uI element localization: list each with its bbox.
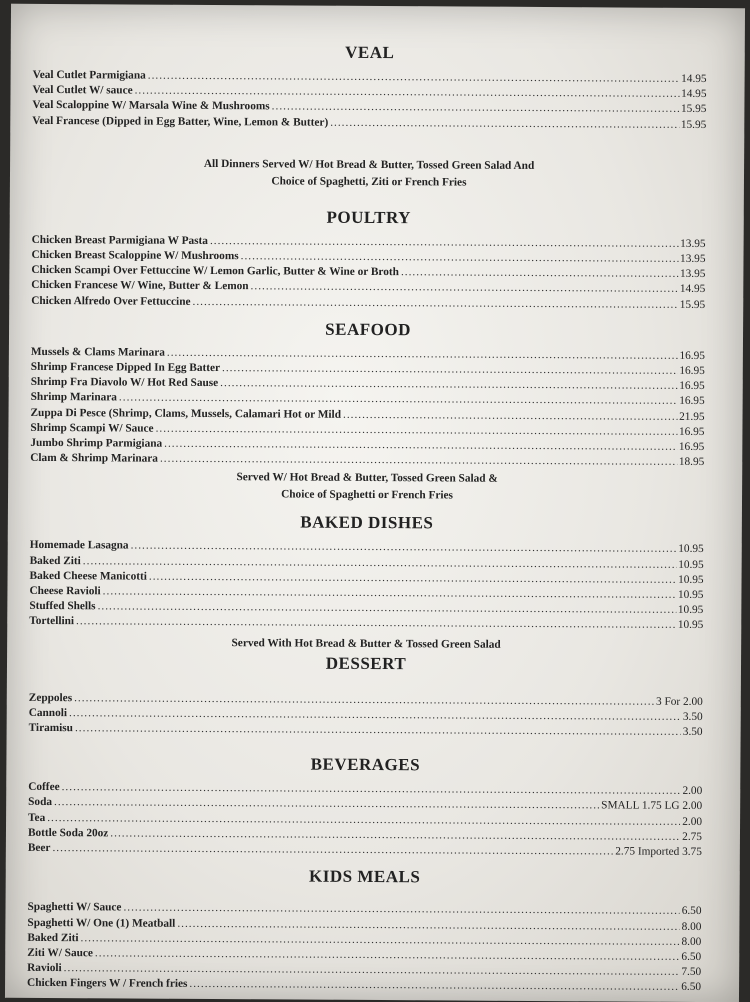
menu-item-price: 16.95 [679,380,705,393]
menu-item-price: 3.50 [682,710,703,723]
menu-item [27,976,701,995]
menu-item-name: Jumbo Shrimp Parmigiana [30,436,163,450]
menu-item-name: Ziti W/ Sauce [27,946,93,960]
menu-item [29,614,703,633]
menu-item-name: Chicken Francese W/ Wine, Butter & Lemon [31,279,249,293]
menu-item-name: Cannoli [28,706,68,719]
menu-item-name: Chicken Breast Parmigiana W Pasta [31,233,208,247]
menu-item-price: 14.95 [679,283,706,296]
menu-item-price: 10.95 [677,588,704,602]
dinner-note [32,155,706,193]
menu-item-price: 14.95 [681,88,707,101]
seafood-note [30,468,704,506]
menu-item-name: Zuppa Di Pesce (Shrimp, Clams, Mussels, Calamari Hot or Mild [30,406,342,421]
menu-item-name: Shrimp Francese Dipped In Egg Batter [30,360,221,375]
menu-item-name: Chicken Breast Scaloppine W/ Mushrooms [31,248,239,263]
section-title-beverages: BEVERAGES [310,754,421,775]
section-title-dessert: DESSERT [325,653,407,673]
menu-item-name: Baked Ziti [27,931,79,944]
menu-item-price: 10.95 [678,543,704,556]
dot-leader [192,295,677,313]
menu-item-price: 10.95 [677,604,704,617]
menu-item-price: 21.95 [679,410,705,423]
menu-item-name: Veal Cutlet Parmigiana [32,68,146,82]
menu-item-price: 15.95 [680,118,707,131]
menu-item-name: Tiramisu [28,721,74,735]
menu-item-price: 3.50 [682,725,703,739]
menu-item-price: 6.50 [681,950,702,963]
item-list-baked-dishes [29,538,704,633]
menu-item-price: 6.50 [681,981,702,994]
menu-item-price: 2.75 Imported 3.75 [615,845,702,859]
dinner-note-line-2: Choice of Spaghetti, Ziti or French Fries [271,175,467,189]
menu-item-name: Ravioli [27,961,62,975]
menu-item-price: 8.00 [681,920,702,933]
menu-item-name: Shrimp Marinara [30,391,117,404]
menu-item-price: 16.95 [678,440,705,454]
dot-leader [52,841,613,860]
item-list-beverages [28,780,702,860]
menu-item-name: Stuffed Shells [29,600,96,613]
menu-item-price: 15.95 [680,103,707,116]
menu-item-name: Veal Scaloppine W/ Marsala Wine & Mushrooms [32,99,270,113]
menu-item [30,451,704,470]
dot-leader [330,115,679,132]
item-list-poultry [31,233,705,313]
section-baked-dishes [29,510,704,654]
dinner-note-line-1: All Dinners Served W/ Hot Bread & Butter, Tossed Green Salad And [203,157,535,172]
menu-item-price: 10.95 [678,573,704,586]
baked-note: Served With Hot Bread & Butter & Tossed Green Salad [231,636,501,651]
menu-item-price: 2.00 [682,785,703,798]
menu-item-price: 16.95 [679,364,705,378]
menu-item-name: Mussels & Clams Marinara [30,345,165,359]
menu-item-name: Bottle Soda 20oz [27,826,109,840]
menu-item-name: Beer [27,841,51,855]
menu-item-name: Baked Cheese Manicotti [29,569,147,583]
menu-item-name: Spaghetti W/ One (1) Meatball [27,916,176,930]
menu-item-price: 16.95 [678,425,705,438]
menu-item-price: 16.95 [679,395,705,408]
menu-content [27,38,707,996]
menu-item [28,841,702,860]
menu-item-name: Chicken Alfredo Over Fettuccine [31,294,191,308]
menu-item-name: Baked Ziti [29,554,81,567]
section-dessert [29,651,704,741]
menu-item-price: 10.95 [678,558,704,571]
menu-item-price: 2.75 [682,830,703,843]
menu-item-price: 6.50 [681,905,702,918]
section-beverages [28,752,703,860]
menu-item-price: 15.95 [679,298,706,311]
menu-item-name: Homemade Lasagna [29,539,129,552]
menu-item-price: 10.95 [677,619,704,632]
section-title-kids-meals: KIDS MEALS [309,866,421,887]
menu-item-price: 16.95 [679,349,705,362]
section-title-seafood: SEAFOOD [325,319,411,340]
section-seafood [30,317,705,507]
seafood-note-line-2: Choice of Spaghetti or French Fries [281,488,454,502]
menu-item-name: Shrimp Scampi W/ Sauce [30,421,154,435]
item-list-seafood [30,345,705,471]
item-list-veal [32,68,706,133]
menu-item [29,721,703,740]
menu-item-price: 3 For 2.00 [655,695,703,708]
dot-leader [75,721,681,740]
menu-item-name: Soda [28,796,53,809]
menu-item-price: 7.50 [681,965,702,979]
dot-leader [76,615,676,634]
menu-item-name: Chicken Fingers W / French fries [27,977,188,991]
menu-item-price: 13.95 [679,268,706,281]
menu-item-name: Zeppoles [28,691,73,704]
menu-item-name: Tortellini [29,615,75,628]
menu-item-name: Coffee [28,781,60,794]
menu-item-name: Veal Francese (Dipped in Egg Batter, Wine, Lemon & Butter) [32,114,329,129]
section-veal [32,40,707,133]
section-kids-meals [27,864,702,995]
menu-item-price: 2.00 [682,815,703,828]
menu-item-price: 13.95 [680,237,706,250]
seafood-note-line-1: Served W/ Hot Bread & Butter, Tossed Green Salad & [236,471,498,486]
section-title-baked-dishes: BAKED DISHES [300,512,434,533]
menu-page [5,4,745,1002]
section-title-veal: VEAL [345,42,395,63]
menu-item-price: 8.00 [681,935,702,948]
menu-item-name: Veal Cutlet W/ sauce [32,84,133,97]
section-poultry [31,205,706,313]
item-list-dessert [29,691,703,741]
dot-leader [401,265,678,282]
menu-item-name: Spaghetti W/ Sauce [27,901,122,914]
menu-item-price: SMALL 1.75 LG 2.00 [601,799,703,813]
menu-item-price: 18.95 [678,456,705,469]
dot-leader [160,452,677,470]
menu-item-price: 13.95 [680,252,706,266]
menu-item-price: 14.95 [681,72,707,86]
section-title-poultry: POULTRY [326,207,412,228]
menu-item-name: Clam & Shrimp Marinara [30,452,159,465]
dot-leader [189,977,679,995]
menu-item-name: Shrimp Fra Diavolo W/ Hot Red Sause [30,376,219,390]
item-list-kids-meals [27,900,702,995]
menu-item [32,114,706,133]
menu-item-name: Tea [28,811,46,824]
menu-item-name: Cheese Ravioli [29,584,101,598]
menu-item-name: Chicken Scampi Over Fettuccine W/ Lemon Garlic, Butter & Wine or Broth [31,264,399,279]
menu-item [31,294,705,313]
